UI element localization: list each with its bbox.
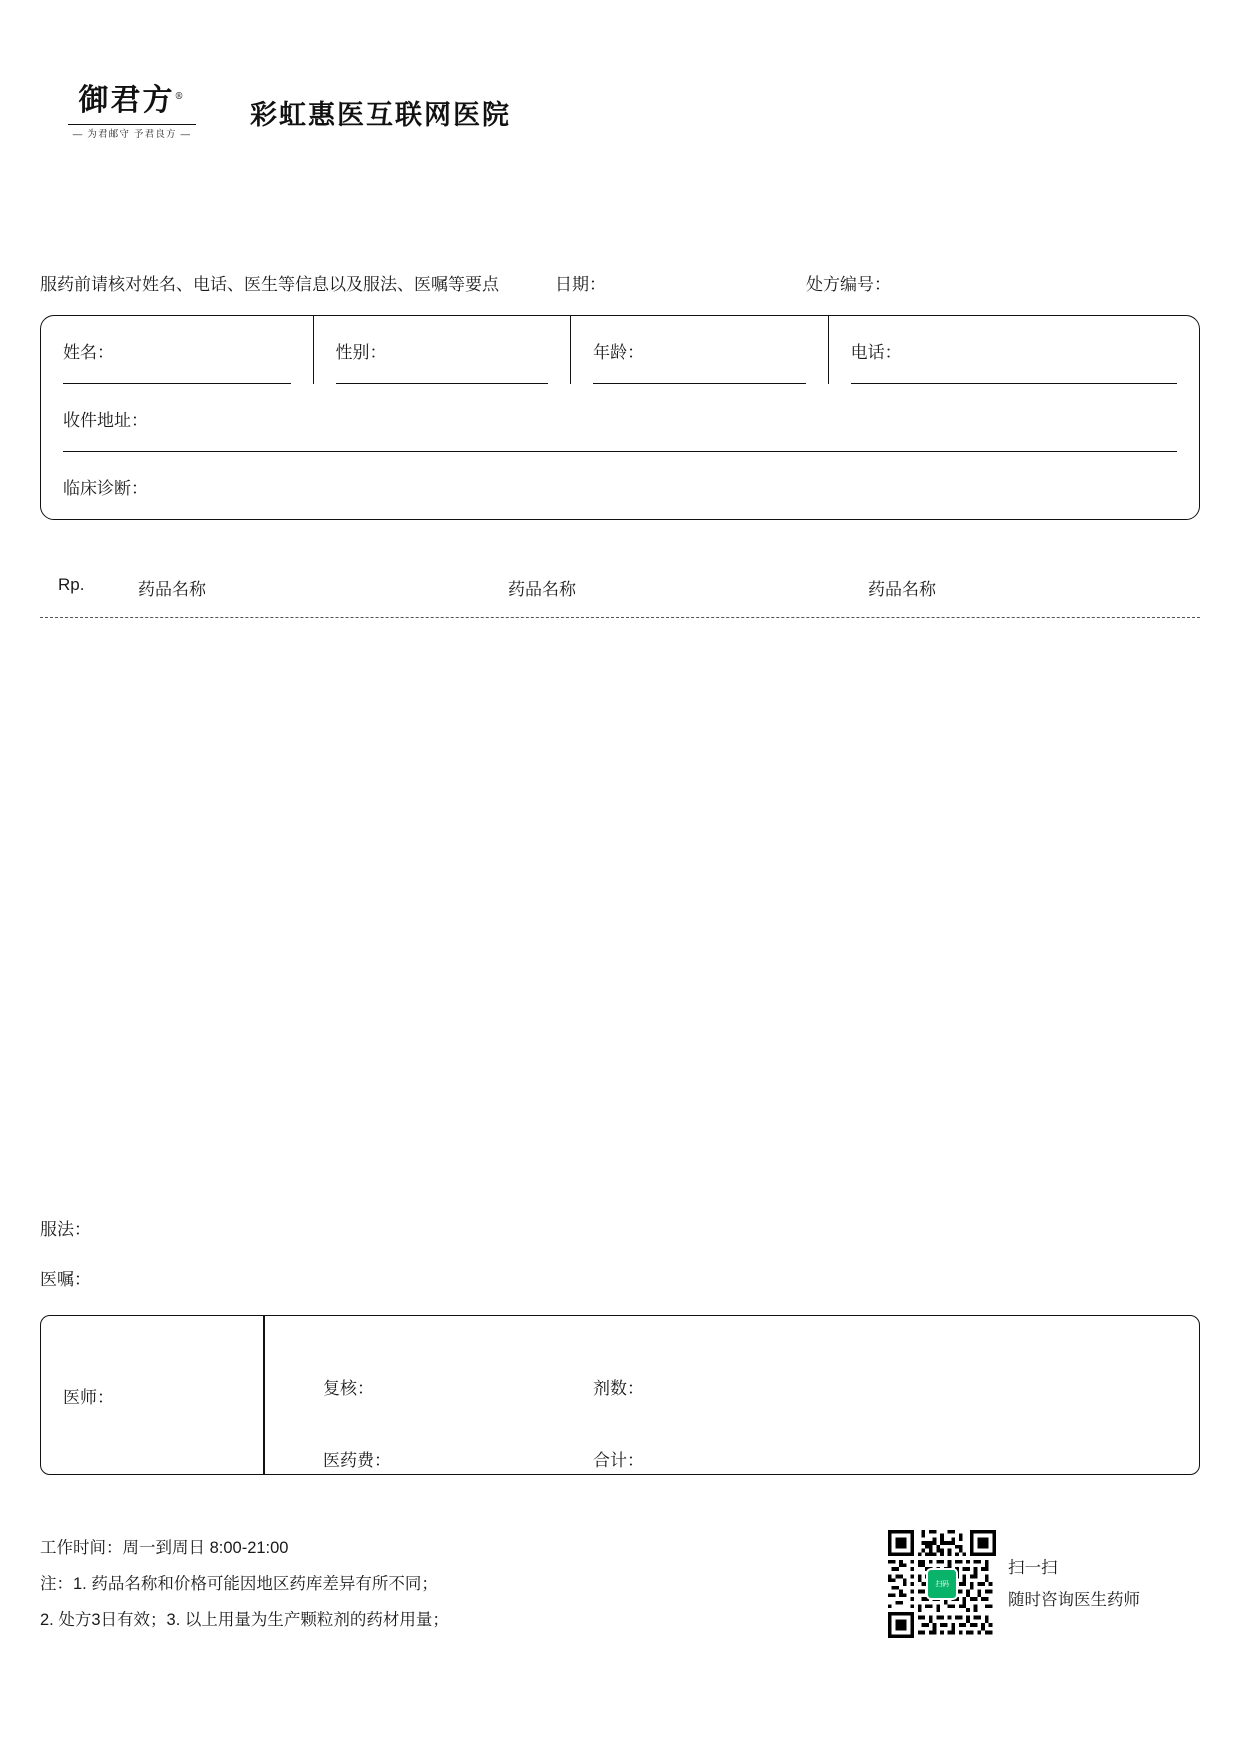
field-name[interactable] — [41, 316, 313, 384]
qr-center-label: 扫码 — [935, 1580, 949, 1588]
document-header — [62, 83, 511, 140]
logo-text: 御君方 — [78, 83, 175, 118]
signature-divider — [263, 1316, 265, 1474]
drug-column-header-3: 药品名称 — [868, 580, 936, 599]
name-label: 姓名： — [63, 342, 114, 362]
registered-mark-icon: ® — [174, 92, 186, 102]
work-hours: 工作时间：周一到周日 8:00-21:00 — [40, 1539, 289, 1557]
gender-label: 性别： — [335, 342, 387, 362]
phone-label: 电话： — [850, 342, 902, 362]
age-label: 年龄： — [593, 342, 645, 362]
qr-line-1: 扫一扫 — [1008, 1559, 1058, 1577]
qr-code-icon[interactable] — [888, 1530, 996, 1638]
total-label: 合计： — [593, 1451, 644, 1470]
notice-text: 服药前请核对姓名、电话、医生等信息以及服法、医嘱等要点 — [40, 275, 499, 294]
rp-label: Rp. — [58, 575, 85, 594]
hospital-name: 彩虹惠医互联网医院 — [250, 100, 511, 132]
recheck-label: 复核： — [323, 1379, 374, 1398]
footer-notes — [40, 1530, 449, 1638]
notice-row — [40, 270, 1200, 295]
field-phone[interactable] — [828, 316, 1199, 384]
logo-wordmark — [78, 83, 186, 118]
logo-divider — [68, 124, 196, 125]
medicine-fee-label: 医药费： — [323, 1451, 391, 1470]
doctor-label: 医师： — [63, 1387, 114, 1407]
logo-slogan: — 为君邮守 予君良方 — — [72, 129, 192, 140]
qr-caption — [1008, 1552, 1140, 1616]
rx-writing-area[interactable] — [40, 625, 1200, 1205]
drug-column-header-1: 药品名称 — [138, 580, 206, 599]
dose-count-label: 剂数： — [593, 1379, 644, 1398]
address-label: 收件地址： — [63, 410, 148, 430]
note-line-1: 注：1. 药品名称和价格可能因地区药库差异有所不同； — [40, 1575, 438, 1593]
signature-box — [40, 1315, 1200, 1475]
usage-label: 服法： — [40, 1220, 91, 1239]
qr-block — [888, 1530, 1140, 1638]
patient-info-row-2[interactable] — [41, 384, 1199, 452]
advice-label: 医嘱： — [40, 1270, 91, 1289]
date-label: 日期： — [555, 275, 606, 294]
field-gender[interactable] — [313, 316, 571, 384]
brand-logo — [62, 83, 202, 140]
prescription-no-label: 处方编号： — [806, 275, 891, 294]
qr-center-logo — [926, 1568, 958, 1600]
note-line-2: 2. 处方3日有效；3. 以上用量为生产颗粒剂的药材用量； — [40, 1611, 449, 1629]
patient-info-row-1 — [41, 316, 1199, 384]
qr-line-2: 随时咨询医生药师 — [1008, 1591, 1140, 1609]
rx-dashed-separator — [40, 617, 1200, 618]
drug-column-header-2: 药品名称 — [508, 580, 576, 599]
diagnosis-label: 临床诊断： — [63, 478, 148, 498]
patient-info-box — [40, 315, 1200, 520]
patient-info-row-3[interactable] — [41, 452, 1199, 520]
field-age[interactable] — [570, 316, 828, 384]
